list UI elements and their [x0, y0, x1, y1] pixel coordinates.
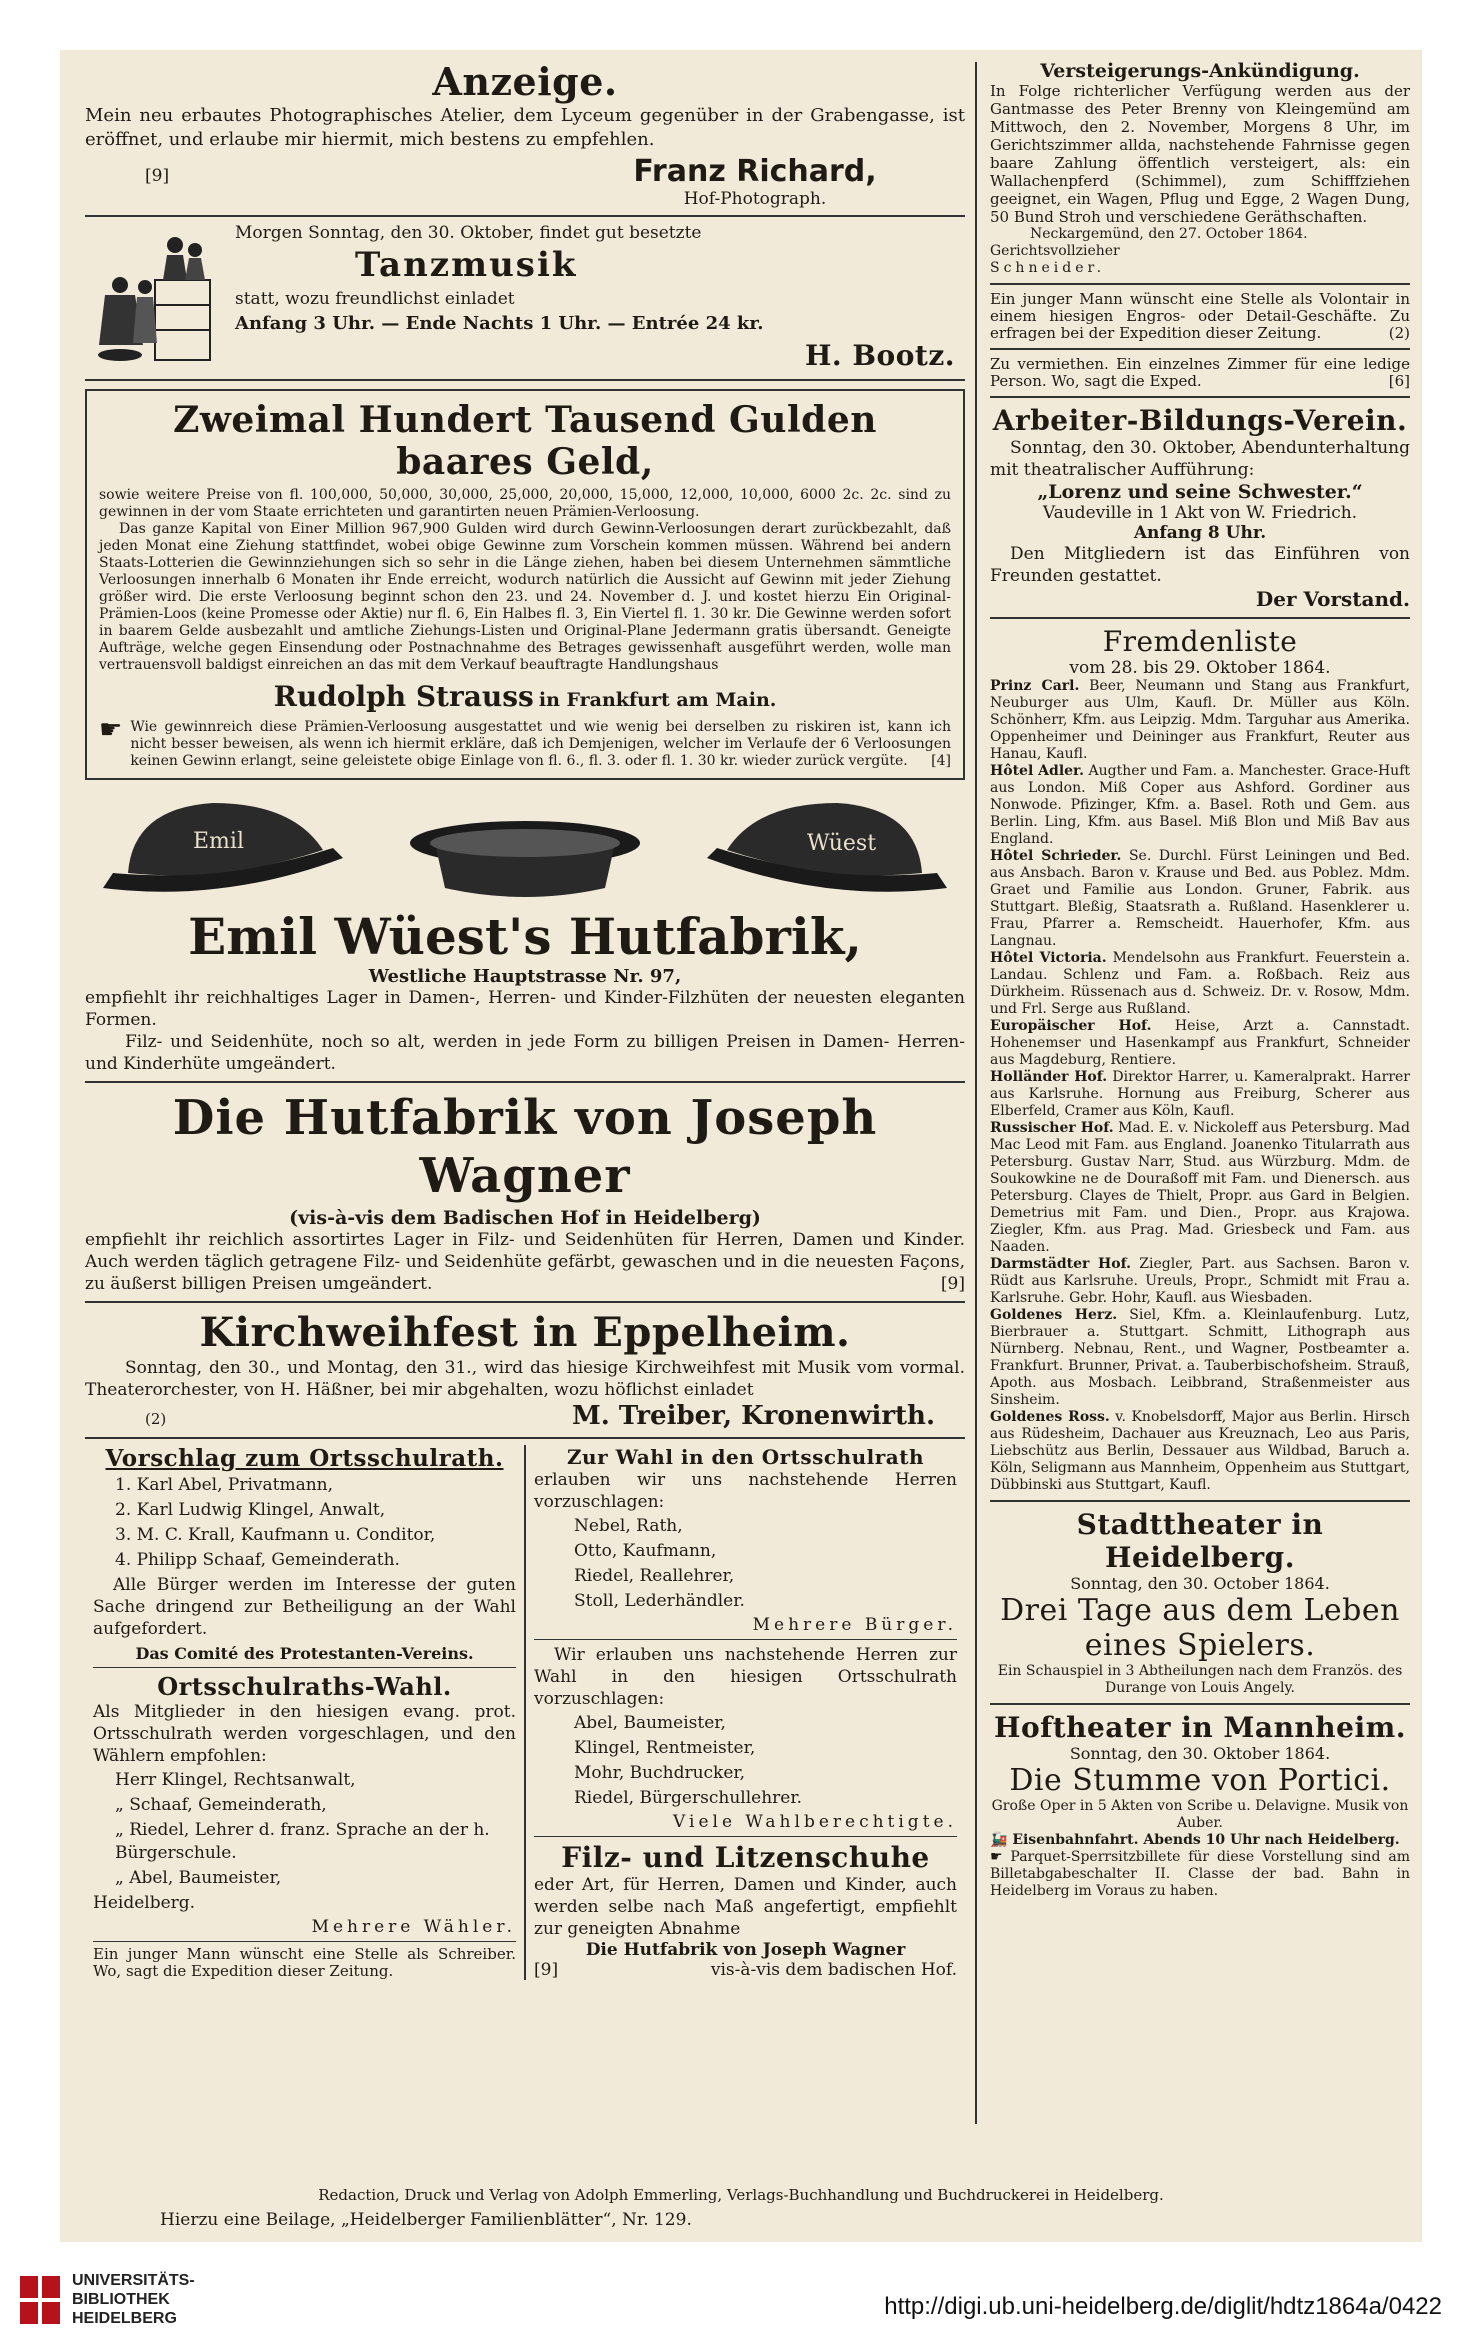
wahl-item: Stoll, Lederhändler. — [574, 1591, 745, 1611]
lotterie-title2: baares Geld, — [396, 441, 654, 483]
fremden-title: Fremdenliste — [1102, 625, 1298, 658]
library-logo-icon — [20, 2276, 60, 2324]
logo-line1: UNIVERSITÄTS- — [72, 2272, 195, 2289]
wuest-p1: empfiehlt ihr reichhaltiges Lager in Damen-, Herren- und Kinder-Filzhüten der neuesten eleganten Formen. — [85, 988, 965, 1030]
fremden-guests: Augther und Fam. a. Manchester. Grace-Huft aus London. Miß Coper aus Ashford. Gordiner aus Nonwode. Pfizinger, Kfm. a. Basel. Roth und Gem. aus Berlin. Ling, Kfm. aus Basel. Miß Blon und Miß Bav aus England. — [990, 763, 1410, 847]
arbeiter-play: „Lorenz und seine Schwester.“ — [1037, 481, 1363, 503]
library-bar — [0, 2243, 1462, 2351]
junger-mann-ref: (2) — [1388, 324, 1410, 342]
tanz-sign: H. Bootz. — [804, 339, 955, 372]
vorschlag-title: Vorschlag zum Ortsschulrath. — [105, 1445, 504, 1472]
vorschlag-item: 2. Karl Ludwig Klingel, Anwalt, — [115, 1500, 386, 1520]
vorschlag-body: Alle Bürger werden im Interesse der guten Sache dringend zur Betheiligung an der Wahl aufgefordert. — [93, 1575, 516, 1639]
election-right-subcolumn — [524, 1445, 965, 1980]
versteigerung-ad — [990, 60, 1410, 277]
arbeiter-play-sub: Vaudeville in 1 Akt von W. Friedrich. — [1042, 503, 1358, 523]
fremden-guests: Heise, Arzt a. Cannstadt. Hohenemser und Hasenkampf aus Frankfurt, Schneider aus Magdeburg, Rentiere. — [990, 1018, 1411, 1068]
versteigerung-title: Versteigerungs-Ankündigung. — [1040, 60, 1360, 82]
fremden-entry — [990, 950, 1410, 1018]
arbeiter-note: Den Mitgliedern ist das Einführen von Freunden gestattet. — [990, 544, 1410, 586]
arbeiter-body: Sonntag, den 30. Oktober, Abendunterhaltung mit theatralischer Aufführung: — [990, 438, 1410, 480]
vermiethen-text: Zu vermiethen. Ein einzelnes Zimmer für eine ledige Person. Wo, sagt die Exped. — [990, 355, 1410, 390]
fremden-hotel: Holländer Hof. — [990, 1069, 1108, 1085]
ortsschul-body: Als Mitglieder in den hiesigen evang. prot. Ortsschulrath werden vorgeschlagen, und den Wählern empfohlen: — [93, 1702, 516, 1766]
vermiethen-ref: [6] — [1388, 372, 1410, 390]
wagner-body: empfiehlt ihr reichlich assortirtes Lager in Filz- und Seidenhüten für Herren, Damen und Kinder. Auch werden täglich getragene Filz- und Seidenhüte gefärbt, gewaschen und in die neuesten Façons, zu äußerst billigen Preisen umgeändert. — [85, 1230, 965, 1294]
wuest-ad — [85, 788, 965, 1075]
arbeiter-ad — [990, 404, 1410, 611]
fremdenliste — [990, 625, 1410, 1494]
election-section — [85, 1445, 965, 1980]
filz-sign: Die Hutfabrik von Joseph Wagner — [585, 1940, 906, 1960]
ortsschul-item: Herr Klingel, Rechtsanwalt, — [115, 1770, 356, 1790]
wagner-ad — [85, 1089, 965, 1295]
hoftheater-rail-text: Eisenbahnfahrt. Abends 10 Uhr nach Heidelberg. — [1012, 1832, 1400, 1848]
fremden-guests: Mad. E. v. Nickoleff aus Petersburg. Mad Mac Leod mit Fam. aus England. Joanenko Titularrath aus Petersburg. Gustav Narr, Stud. aus Würzburg. Mdm. de Soukowkine ne de Douraßoff mit Fam. und Dienersch. aus Petersburg. Clayes de Thielt, Propr. aus Gard in Belgien. Demetrius mit Fam. und Dien., Propr. aus Krajowa. Ziegler, Kfm. aus Prag. Mad. Griesbeck und Fam. aus Naaden. — [990, 1120, 1410, 1255]
vorschlag-item: 4. Philipp Schaaf, Gemeinderath. — [115, 1550, 400, 1570]
fremden-hotel: Europäischer Hof. — [990, 1018, 1152, 1034]
versteigerung-office: Gerichtsvollzieher — [990, 243, 1120, 259]
fremden-hotel: Goldenes Ross. — [990, 1409, 1110, 1425]
lotterie-firm: Rudolph Strauss — [273, 680, 534, 713]
wahl2-item: Mohr, Buchdrucker, — [574, 1763, 746, 1783]
versteigerung-name: Schneider. — [990, 260, 1106, 276]
wahl-item: Otto, Kaufmann, — [574, 1541, 717, 1561]
anzeige-title: Anzeige. — [432, 59, 618, 104]
vorschlag-item: 3. M. C. Krall, Kaufmann u. Conditor, — [115, 1525, 436, 1545]
anzeige-body: Mein neu erbautes Photographisches Atelier, dem Lyceum gegenüber in der Grabengasse, ist eröffnet, und erlaube mir hiermit, mich bestens zu empfehlen. — [85, 105, 965, 150]
fremden-entries — [990, 678, 1410, 1494]
lotterie-p2: Das ganze Kapital von Einer Million 967,900 Gulden wird durch Gewinn-Verloosungen derart zurückbezahlt, daß jeden Monat eine Ziehung stattfindet, wobei obige Gewinne zum Vorschein kommen müssen. Während bei andern Staats-Lotterien die Gewinnziehungen sich so sehr in die Länge ziehen, haben bei diesem Unternehmen sämmtliche Verloosungen innerhalb 6 Monaten ihr Ende erreicht, wodurch natürlich die Aussicht auf Gewinn mit jeder Ziehung größer wird. Die erste Verloosung beginnt schon den 23. und 24. November d. J. und kostet hierzu Ein Original-Prämien-Loos (keine Promesse oder Aktie) nur fl. 6, Ein Halbes fl. 3, Ein Viertel fl. 1. 30 kr. Die Gewinne werden sofort in baarem Gelde ausbezahlt und amtliche Ziehungs-Listen und Original-Plane Jedermann gratis übersandt. Geneigte Aufträge, welche gegen Einsendung oder Postnachnahme des Betrages gewissenhaft ausgeführt werden, wolle man vertrauensvoll baldigst einreichen an das mit dem Verkauf beauftragte Handlungshaus — [99, 521, 951, 673]
wahl-body: erlauben wir uns nachstehende Herren vorzuschlagen: — [534, 1470, 957, 1512]
wuest-title: Emil Wüest's Hutfabrik, — [188, 907, 862, 966]
ortsschul-item: Heidelberg. — [93, 1893, 196, 1913]
election-left-subcolumn — [85, 1445, 524, 1980]
hoftheater-sub: Große Oper in 5 Akten von Scribe u. Delavigne. Musik von Auber. — [991, 1798, 1409, 1831]
anzeige-name: Franz Richard, — [633, 154, 877, 189]
wuest-address: Westliche Hauptstrasse Nr. 97, — [368, 966, 682, 987]
hoftheater-date: Sonntag, den 30. Oktober 1864. — [1069, 1744, 1331, 1763]
hat-label-left: Emil — [193, 829, 244, 854]
stadttheater-play2: eines Spielers. — [1084, 1628, 1316, 1663]
logo-line2: BIBLIOTHEK — [72, 2291, 170, 2308]
newspaper-page — [60, 50, 1422, 2242]
hoftheater-parquet-text: Parquet-Sperrsitzbillete für diese Vorstellung sind am Billetabgabeschalter II. Classe der bad. Bahn in Heidelberg im Voraus zu haben. — [990, 1849, 1410, 1899]
arbeiter-start: Anfang 8 Uhr. — [1133, 523, 1267, 543]
hat-illustration-left — [93, 788, 353, 908]
hat-illustration-middle — [400, 788, 650, 908]
fremden-hotel: Russischer Hof. — [990, 1120, 1114, 1136]
stadttheater-title: Stadttheater in Heidelberg. — [1076, 1508, 1324, 1574]
hoftheater-play: Die Stumme von Portici. — [1009, 1763, 1391, 1798]
fremden-guests: Mendelsohn aus Frankfurt. Feuerstein a. Landau. Schlenz und Fam. a. Roßbach. Reiz aus Dürkheim. Rüssenach aus d. Schweiz. Dr. v. Rosow, Mdm. und Frl. Serge aus Rußland. — [990, 950, 1410, 1017]
filz-addr: vis-à-vis dem badischen Hof. — [710, 1960, 957, 1980]
fremden-hotel: Hôtel Adler. — [990, 763, 1085, 779]
pointing-hand-icon: ☛ — [99, 715, 123, 745]
train-icon: 🚂 — [990, 1832, 1008, 1848]
anzeige-role: Hof-Photograph. — [683, 189, 827, 209]
fremden-hotel: Hôtel Schrieder. — [990, 848, 1122, 864]
hat-label-right: Wüest — [807, 831, 877, 856]
hoftheater-title: Hoftheater in Mannheim. — [994, 1711, 1406, 1744]
vermiethen-ad — [990, 356, 1410, 390]
lotterie-p1: sowie weitere Preise von fl. 100,000, 50,000, 30,000, 25,000, 20,000, 15,000, 12,000, 10,000, 6000 2c. 2c. sind zu gewinnen in der vom Staate errichteten und garantirten neuen Prämien-Verloosung. — [99, 487, 951, 520]
tanz-line1: Morgen Sonntag, den 30. Oktober, findet gut besetzte — [235, 223, 702, 243]
wahl-title: Zur Wahl in den Ortsschulrath — [566, 1445, 925, 1469]
left-column — [85, 60, 965, 2122]
ortsschul-item: „ Riedel, Lehrer d. franz. Sprache an der h. Bürgerschule. — [115, 1820, 490, 1863]
pointing-hand-icon: ☛ — [990, 1849, 1003, 1865]
wahl2-sign: Viele Wahlberechtigte. — [673, 1812, 957, 1832]
lotterie-ref: [4] — [931, 753, 951, 769]
kirchweih-body: Sonntag, den 30., und Montag, den 31., wird das hiesige Kirchweihfest mit Musik vom vormal. Theaterorchester, von H. Häßner, bei mir abgehalten, wozu höflichst einladet — [85, 1358, 965, 1400]
tanzmusik-ad — [85, 223, 965, 373]
ortsschul-sign: Mehrere Wähler. — [311, 1917, 516, 1937]
lotterie-ad — [85, 389, 965, 780]
wahl-sign: Mehrere Bürger. — [752, 1615, 957, 1635]
kirchweih-title: Kirchweihfest in Eppelheim. — [199, 1309, 851, 1356]
right-column — [990, 60, 1410, 2122]
column-divider — [975, 62, 977, 2124]
hat-illustration-right — [697, 788, 957, 908]
junger-mann-schreiber: Ein junger Mann wünscht eine Stelle als Schreiber. Wo, sagt die Expedition dieser Zeitung. — [93, 1945, 516, 1980]
fremden-entry — [990, 763, 1410, 848]
fremden-guests: Direktor Harrer, u. Kameralprakt. Harrer aus Karlsruhe. Hornung aus Freiburg, Scherer aus Elberfeld, Cramer aus Köln, Kaufl. — [990, 1069, 1410, 1119]
vorschlag-item: 1. Karl Abel, Privatmann, — [115, 1475, 334, 1495]
hoftheater-parquet — [990, 1849, 1410, 1900]
lotterie-p3: Wie gewinnreich diese Prämien-Verloosung ausgestattet und wie wenig bei derselben zu riskiren ist, kann ich nicht besser beweisen, als wenn ich hiermit erkläre, daß ich Demjenigen, welcher im Verlaufe der 6 Verloosungen keinen Gewinn erlangt, seine geleistete obige Einlage von fl. 6., fl. 3. oder fl. 1. 30 kr. wieder zurück vergüte. — [130, 719, 951, 769]
fremden-hotel: Goldenes Herz. — [990, 1307, 1118, 1323]
fremden-guests: Se. Durchl. Fürst Leiningen und Bed. aus Ansbach. Baron v. Krause und Bed. aus Poblez. Mdm. Graet und Familie aus London. Gruner, Fabrik. aus Stuttgart. Bleßig, Staatsrath a. Rußland. Hasenklerer u. Frau, Pfarrer a. Remscheidt. Hauerhofer, Kfm. aus Langnau. — [990, 848, 1410, 949]
arbeiter-sign: Der Vorstand. — [1255, 587, 1410, 611]
vorschlag-sign: Das Comité des Protestanten-Vereins. — [135, 1644, 474, 1663]
fremden-guests: v. Knobelsdorff, Major aus Berlin. Hirsch aus Rüdesheim, Dachauer aus Kreuznach, Leo aus Paris, Liebschütz aus Berlin, Dessauer aus Wildbad, Baruch a. Köln, Seligmann aus Mannheim, Oppenheim aus Stuttgart, Dübbinski aus Stuttgart, Kaufl. — [990, 1409, 1410, 1493]
fremden-entry — [990, 848, 1410, 950]
anzeige-ref: [9] — [145, 166, 170, 186]
stadttheater-sub: Ein Schauspiel in 3 Abtheilungen nach dem Französ. des Durange von Louis Angely. — [997, 1663, 1403, 1696]
wagner-ref: [9] — [940, 1274, 965, 1294]
fremden-entry — [990, 1307, 1410, 1409]
lotterie-title1: Zweimal Hundert Tausend Gulden — [173, 399, 877, 441]
ortsschul-title: Ortsschulraths-Wahl. — [157, 1672, 452, 1701]
fremden-entry — [990, 1409, 1410, 1494]
wahl2-item: Abel, Baumeister, — [574, 1713, 726, 1733]
ortsschul-item: „ Abel, Baumeister, — [115, 1868, 282, 1888]
fremden-guests: Siel, Kfm. a. Kleinlaufenburg. Lutz, Bierbrauer a. Stuttgart. Schmitt, Lithograph aus Nürnberg. Nebnau, Rent., und Wagner, Postbeamter a. Frankfurt. Brunner, Privat. a. Tauberbischofsheim. Strauß, Apoth. aus Mosbach. Leibbrand, Straßenmeister aus Sinsheim. — [990, 1307, 1410, 1408]
versteigerung-date: Neckargemünd, den 27. October 1864. — [1030, 226, 1308, 242]
tanz-line3: Anfang 3 Uhr. — Ende Nachts 1 Uhr. — Entrée 24 kr. — [235, 313, 764, 334]
arbeiter-title: Arbeiter-Bildungs-Verein. — [992, 404, 1408, 437]
tanz-line2: statt, wozu freundlichst einladet — [235, 289, 515, 309]
fremden-hotel: Hôtel Victoria. — [990, 950, 1107, 966]
supplement-note: Hierzu eine Beilage, „Heidelberger Familienblätter“, Nr. 129. — [160, 2210, 692, 2230]
wahl-item: Riedel, Reallehrer, — [574, 1566, 735, 1586]
anzeige-ad — [85, 60, 965, 209]
filz-ref: [9] — [534, 1960, 559, 1980]
dancers-illustration — [95, 225, 220, 365]
fremden-guests: Beer, Neumann und Stang aus Frankfurt, Neuburger aus Ulm, Kaufl. Dr. Müller aus Köln. Schönherr, Kfm. aus Leipzig. Mdm. Targuhar aus Amerika. Oppenheimer und Deininger aus Frankfurt, Reuter aus Hanau, Kaufl. — [990, 678, 1410, 762]
fremden-guests: Ziegler, Part. aus Sachsen. Baron v. Rüdt aus Karlsruhe. Ureuls, Propr., Schmidt mit Frau a. Karlsruhe. Gebr. Hohr, Kaufl. aus Wiesbaden. — [990, 1256, 1410, 1306]
fremden-sub: vom 28. bis 29. Oktober 1864. — [1069, 658, 1331, 678]
stadttheater-ad — [990, 1508, 1410, 1697]
stadttheater-play1: Drei Tage aus dem Leben — [1000, 1593, 1400, 1628]
versteigerung-body: In Folge richterlicher Verfügung werden aus der Gantmasse des Peter Brenny von Kleingemünd am Mittwoch, den 2. November, Morgens 8 Uhr, im Gerichtszimmer allda, nachstehende Fahrnisse gegen baare Zahlung öffentlich versteigert, als: ein Wallachenpferd (Schimmel), zum Schifffziehen geeignet, ein Wagen, Pflug und Egge, 2 Wagen Dung, 50 Bund Stroh und verschiedene Geräthschaften. — [990, 82, 1410, 226]
wahl-item: Nebel, Rath, — [574, 1516, 683, 1536]
kirchweih-sign: M. Treiber, Kronenwirth. — [572, 1401, 935, 1431]
ortsschul-item: „ Schaaf, Gemeinderath, — [115, 1795, 327, 1815]
junger-mann-text: Ein junger Mann wünscht eine Stelle als Volontair in einem hiesigen Engros- oder Detail-Geschäfte. Zu erfragen bei der Expedition dieser Zeitung. — [990, 290, 1410, 342]
kirchweih-ref: (2) — [145, 1410, 167, 1428]
hoftheater-ad — [990, 1711, 1410, 1900]
filz-title: Filz- und Litzenschuhe — [561, 1841, 930, 1874]
fremden-entry — [990, 678, 1410, 763]
fremden-hotel: Prinz Carl. — [990, 678, 1080, 694]
junger-mann-ad — [990, 291, 1410, 342]
wagner-title: Die Hutfabrik von Joseph Wagner — [172, 1090, 878, 1204]
lotterie-firm-loc: in Frankfurt am Main. — [538, 689, 777, 711]
fremden-entry — [990, 1018, 1410, 1069]
stadttheater-date: Sonntag, den 30. October 1864. — [1070, 1574, 1330, 1593]
wahl2-item: Klingel, Rentmeister, — [574, 1738, 756, 1758]
wuest-p2: Filz- und Seidenhüte, noch so alt, werden in jede Form zu billigen Preisen in Damen- Herren- und Kinderhüte umgeändert. — [85, 1032, 965, 1074]
fremden-entry — [990, 1120, 1410, 1256]
wahl2-item: Riedel, Bürgerschullehrer. — [574, 1788, 802, 1808]
fremden-entry — [990, 1069, 1410, 1120]
library-logo — [20, 2271, 195, 2328]
fremden-hotel: Darmstädter Hof. — [990, 1256, 1131, 1272]
wahl2-body: Wir erlauben uns nachstehende Herren zur Wahl in den hiesigen Ortsschulrath vorzuschlagen: — [534, 1645, 957, 1709]
fremden-entry — [990, 1256, 1410, 1307]
imprint: Redaction, Druck und Verlag von Adolph Emmerling, Verlags-Buchhandlung und Buchdruckerei in Heidelberg. — [318, 2186, 1164, 2204]
tanz-title: Tanzmusik — [355, 245, 578, 285]
kirchweih-ad — [85, 1309, 965, 1431]
page-url-link[interactable]: http://digi.ub.uni-heidelberg.de/diglit/hdtz1864a/0422 — [884, 2293, 1442, 2320]
logo-line3: HEIDELBERG — [72, 2310, 177, 2327]
filz-body: eder Art, für Herren, Damen und Kinder, auch werden selbe nach Maß angefertigt, empfiehlt zur geneigten Abnahme — [534, 1875, 957, 1939]
hoftheater-rail — [990, 1832, 1410, 1849]
wagner-sub: (vis-à-vis dem Badischen Hof in Heidelberg) — [289, 1207, 761, 1229]
